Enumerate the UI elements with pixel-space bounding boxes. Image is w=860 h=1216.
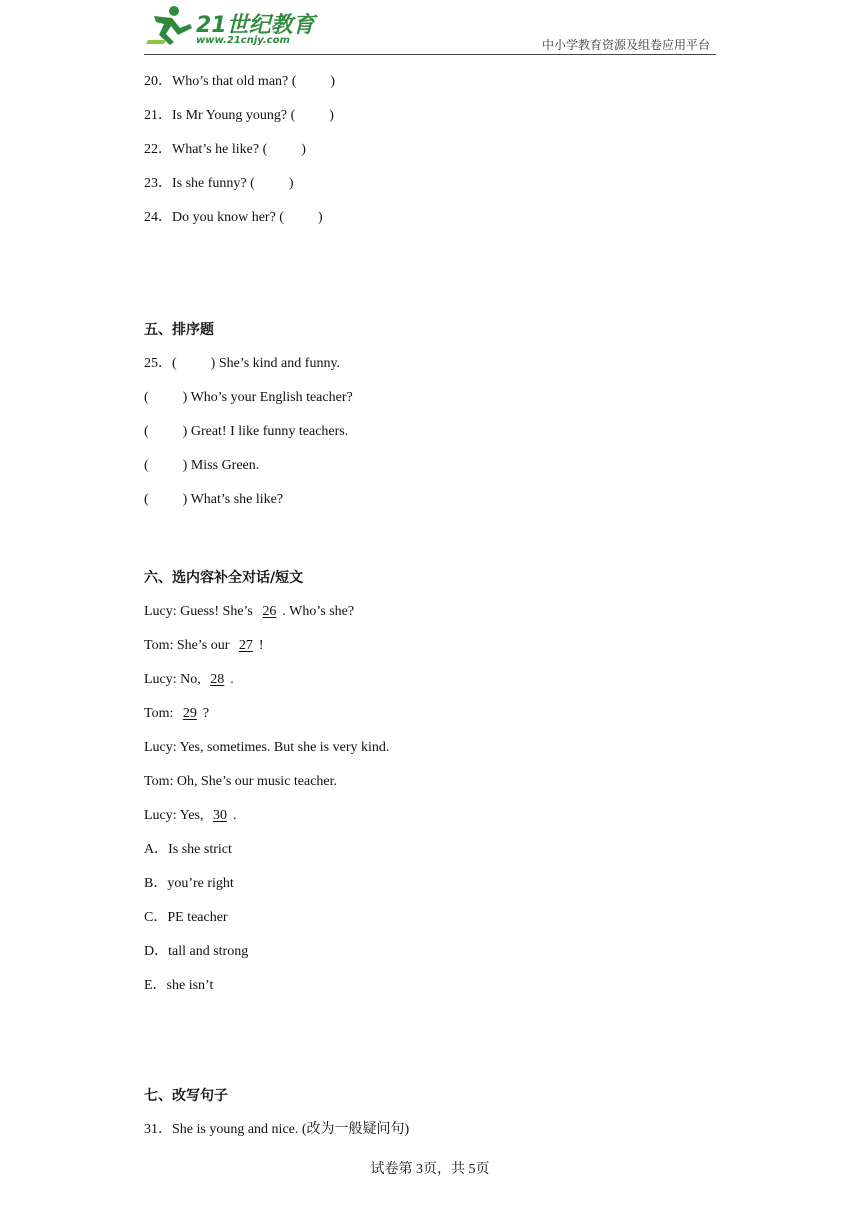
ordering-item (144, 422, 348, 442)
ordering-text: ) What’s she like? (182, 492, 284, 507)
answer-blank: 28 (210, 672, 225, 687)
dialogue-line (144, 806, 237, 826)
paren-close: ) (330, 74, 336, 89)
question-24 (144, 208, 323, 228)
section-title-dialogue: 六、选内容补全对话/短文 (144, 570, 304, 586)
logo-text: 21世纪教育 (196, 13, 315, 38)
ordering-text: ) Miss Green. (182, 458, 260, 473)
question-22 (144, 140, 306, 160)
ordering-text: ) She’s kind and funny. (210, 356, 341, 371)
question-21 (144, 106, 334, 126)
ordering-item (144, 490, 283, 510)
runner-logo-icon (144, 2, 196, 46)
paren-open: 25．( (144, 356, 177, 371)
dialogue-line (144, 602, 354, 622)
paren-close: ) (317, 210, 323, 225)
section-title-rewrite: 七、改写句子 (144, 1088, 228, 1104)
header-divider (144, 54, 716, 55)
dialogue-text: . Who’s she? (282, 604, 355, 619)
ordering-item (144, 388, 353, 408)
question-number: 22． (144, 142, 172, 157)
paren-close: ) (329, 108, 334, 123)
answer-blank: 30 (213, 808, 228, 823)
page-footer: 试卷第 3页，共 5页 (370, 1162, 490, 1177)
dialogue-text: Tom: Oh, She’s our music teacher. (144, 774, 338, 789)
page-header (144, 0, 716, 56)
question-text: Is she funny? ( (172, 176, 255, 191)
paren-close: ) (301, 142, 306, 157)
paren-open: ( (144, 390, 149, 405)
answer-blank: 29 (182, 706, 197, 721)
dialogue-line (144, 772, 337, 792)
paren-close: ) (288, 176, 294, 191)
dialogue-line (144, 670, 234, 690)
question-number: 21． (144, 108, 172, 123)
dialogue-text: Tom: (144, 706, 177, 721)
question-text: What’s he like? ( (172, 142, 268, 157)
dialogue-text: ? (202, 706, 210, 721)
logo (144, 2, 314, 46)
question-23 (144, 174, 293, 194)
option-a: A．Is she strict (144, 842, 232, 857)
dialogue-text: Tom: She’s our (144, 638, 233, 653)
paren-open: ( (144, 424, 149, 439)
option-e: E．she isn’t (144, 978, 214, 993)
paren-open: ( (144, 458, 149, 473)
logo-url: www.21cnjy.com (196, 35, 290, 46)
question-number: 23． (144, 176, 172, 191)
dialogue-text: Lucy: Yes, sometimes. But she is very kind. (144, 740, 390, 755)
answer-blank: 26 (262, 604, 277, 619)
question-31: 31．She is young and nice. (改为一般疑问句) (144, 1122, 410, 1137)
dialogue-text: Lucy: Guess! She’s (144, 604, 257, 619)
ordering-item (144, 354, 340, 374)
ordering-item (144, 456, 259, 476)
question-text: Is Mr Young young? ( (172, 108, 296, 123)
option-b: B．you’re right (144, 876, 234, 891)
question-number: 24． (144, 210, 172, 225)
dialogue-line (144, 704, 209, 724)
question-text: Do you know her? ( (172, 210, 284, 225)
section-title-ordering: 五、排序题 (144, 322, 214, 338)
ordering-text: ) Great! I like funny teachers. (182, 424, 349, 439)
ordering-text: ) Who’s your English teacher? (182, 390, 353, 405)
dialogue-line (144, 738, 389, 758)
question-20 (144, 72, 335, 92)
option-c: C．PE teacher (144, 910, 228, 925)
dialogue-text: . (230, 672, 234, 687)
paren-open: ( (144, 492, 149, 507)
question-number: 20． (144, 74, 172, 89)
dialogue-line (144, 636, 264, 656)
answer-blank: 27 (238, 638, 253, 653)
question-text: Who’s that old man? ( (172, 74, 297, 89)
dialogue-text: Lucy: No, (144, 672, 205, 687)
option-d: D．tall and strong (144, 944, 249, 959)
platform-name: 中小学教育资源及组卷应用平台 (541, 38, 710, 52)
dialogue-text: Lucy: Yes, (144, 808, 208, 823)
dialogue-text: ! (258, 638, 264, 653)
dialogue-text: . (233, 808, 237, 823)
